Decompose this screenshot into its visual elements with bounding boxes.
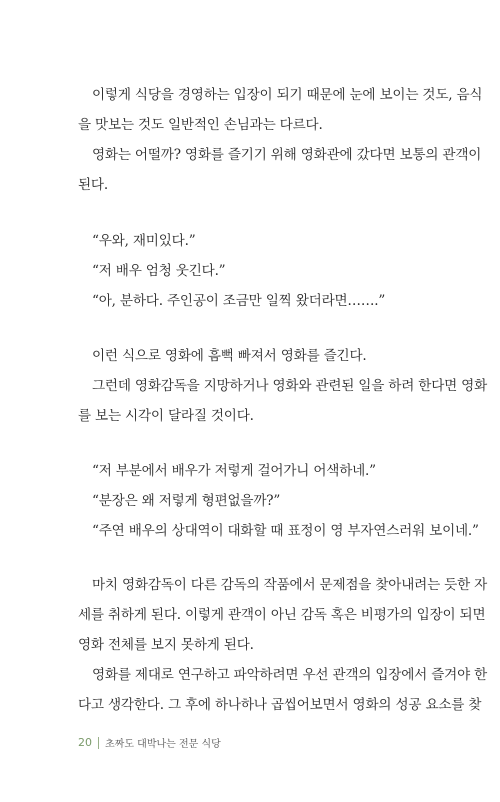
body-line: 영화를 제대로 연구하고 파악하려면 우선 관객의 입장에서 즐겨야 한	[92, 667, 488, 683]
dialogue-line: “우와, 재미있다.”	[92, 233, 196, 249]
dialogue-line: “저 부분에서 배우가 저렇게 걸어가니 어색하네.”	[92, 463, 376, 479]
body-line: 된다.	[78, 177, 108, 193]
body-line: 마치 영화감독이 다른 감독의 작품에서 문제점을 찾아내려는 듯한 자	[92, 577, 488, 593]
footer-divider	[98, 737, 99, 749]
body-line: 영화 전체를 보지 못하게 된다.	[78, 637, 254, 653]
body-line: 를 보는 시각이 달라질 것이다.	[78, 408, 254, 424]
running-title: 초짜도 대박나는 전문 식당	[105, 739, 221, 750]
body-line: 이렇게 식당을 경영하는 입장이 되기 때문에 눈에 보이는 것도, 음식	[92, 87, 483, 103]
page-footer	[78, 735, 221, 750]
dialogue-line: “저 배우 엄청 웃긴다.”	[92, 263, 226, 279]
body-line: 다고 생각한다. 그 후에 하나하나 곱씹어보면서 영화의 성공 요소를 찾	[78, 697, 482, 713]
dialogue-line: “주연 배우의 상대역이 대화할 때 표정이 영 부자연스러워 보이네.”	[92, 523, 479, 539]
page-number: 20	[78, 736, 92, 749]
body-line: 영화는 어떨까? 영화를 즐기기 위해 영화관에 갔다면 보통의 관객이	[92, 147, 482, 163]
dialogue-line: “아, 분하다. 주인공이 조금만 일찍 왔더라면…….”	[92, 293, 386, 309]
body-line: 을 맛보는 것도 일반적인 손님과는 다르다.	[78, 117, 323, 133]
body-line: 그런데 영화감독을 지망하거나 영화와 관련된 일을 하려 한다면 영화	[92, 378, 488, 394]
dialogue-line: “분장은 왜 저렇게 형편없을까?”	[92, 493, 281, 509]
body-line: 이런 식으로 영화에 흠뻑 빠져서 영화를 즐긴다.	[92, 348, 367, 364]
body-line: 세를 취하게 된다. 이렇게 관객이 아닌 감독 혹은 비평가의 입장이 되면	[78, 607, 486, 623]
